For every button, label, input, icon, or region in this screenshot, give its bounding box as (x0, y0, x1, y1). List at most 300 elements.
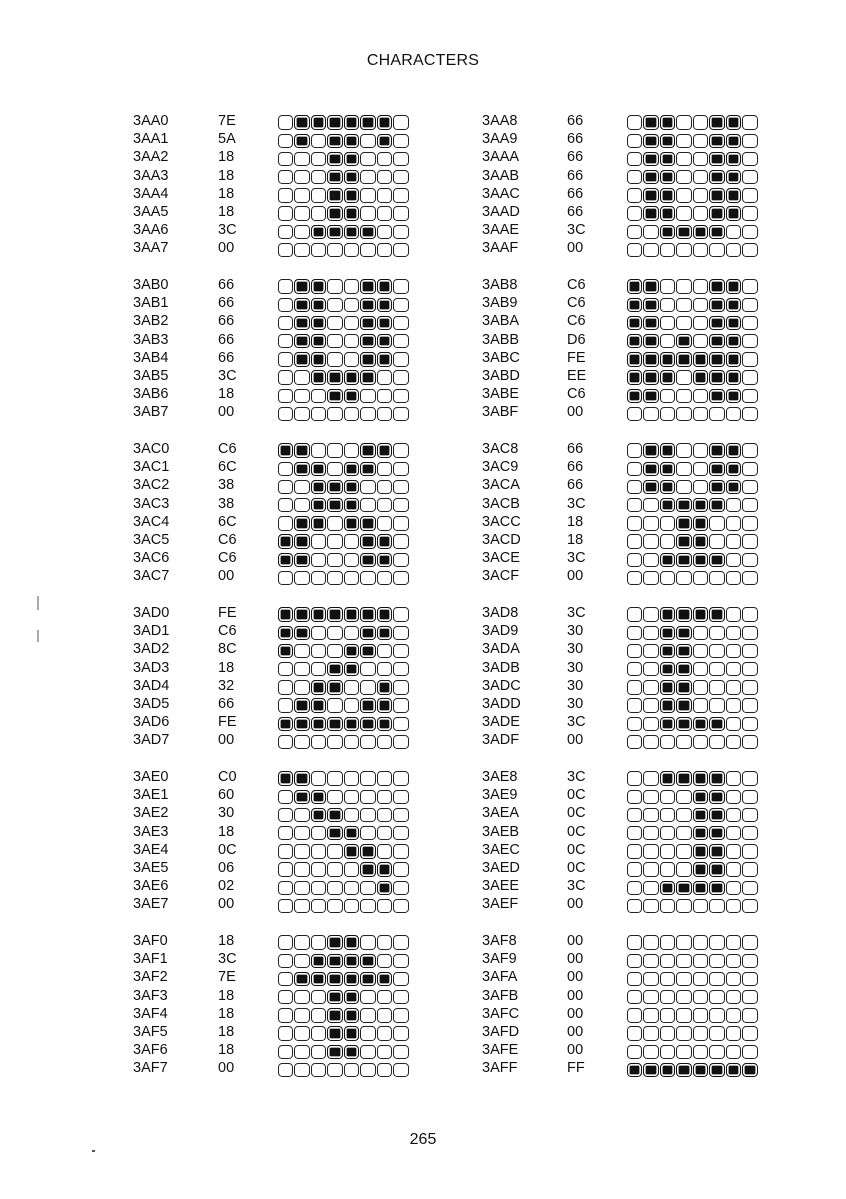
address-label: 3AF7 (133, 1060, 168, 1077)
character-block (133, 932, 453, 1078)
hex-value: 66 (567, 131, 584, 148)
hex-value: 00 (218, 404, 235, 421)
pixel-off (377, 407, 392, 421)
pixel-off (726, 662, 741, 676)
bitmap-grid (278, 114, 410, 260)
pixel-off (726, 935, 741, 949)
pixel-off (377, 1045, 392, 1059)
pixel-on (360, 115, 375, 129)
pixel-off (676, 935, 691, 949)
hex-value: 3C (567, 550, 586, 567)
pixel-on (660, 443, 675, 457)
pixel-on (377, 553, 392, 567)
address-label: 3ACA (482, 477, 520, 494)
pixel-on (278, 771, 293, 785)
bitmap-grid (278, 442, 410, 588)
pixel-off (676, 188, 691, 202)
pixel-on (344, 225, 359, 239)
pixel-off (393, 170, 408, 184)
pixel-off (627, 134, 642, 148)
pixel-off (660, 407, 675, 421)
pixel-on (294, 516, 309, 530)
pixel-on (377, 717, 392, 731)
hex-value: 00 (218, 1060, 235, 1077)
pixel-off (742, 808, 757, 822)
pixel-off (660, 790, 675, 804)
pixel-off (627, 188, 642, 202)
pixel-off (327, 771, 342, 785)
address-column (133, 112, 203, 258)
pixel-on (278, 443, 293, 457)
bitmap-row (278, 187, 410, 205)
hex-value-column (567, 112, 607, 258)
pixel-off (627, 899, 642, 913)
pixel-off (393, 389, 408, 403)
pixel-on (377, 316, 392, 330)
pixel-off (327, 881, 342, 895)
pixel-off (360, 1008, 375, 1022)
hex-value: C6 (218, 531, 237, 548)
pixel-on (294, 790, 309, 804)
pixel-off (360, 206, 375, 220)
bitmap-row (278, 642, 410, 660)
pixel-off (627, 170, 642, 184)
pixel-on (377, 972, 392, 986)
bitmap-row (627, 642, 759, 660)
pixel-off (742, 334, 757, 348)
pixel-off (294, 826, 309, 840)
bitmap-row (627, 442, 759, 460)
pixel-off (344, 553, 359, 567)
bitmap-row (627, 788, 759, 806)
pixel-off (311, 534, 326, 548)
bitmap-row (627, 934, 759, 952)
pixel-off (360, 407, 375, 421)
hex-value-column (567, 276, 607, 422)
pixel-off (726, 680, 741, 694)
pixel-off (627, 225, 642, 239)
pixel-on (693, 352, 708, 366)
pixel-off (726, 516, 741, 530)
address-label: 3AAE (482, 222, 520, 239)
scan-dot (92, 1150, 95, 1152)
address-label: 3AE0 (133, 769, 169, 785)
hex-value: 00 (567, 1023, 584, 1040)
pixel-on (311, 352, 326, 366)
pixel-off (311, 990, 326, 1004)
pixel-on (660, 607, 675, 621)
bitmap-row (627, 369, 759, 387)
bitmap-row (627, 205, 759, 223)
pixel-on (709, 480, 724, 494)
pixel-off (676, 443, 691, 457)
pixel-off (693, 990, 708, 1004)
hex-value: 66 (567, 167, 584, 184)
pixel-off (377, 243, 392, 257)
pixel-on (660, 188, 675, 202)
pixel-on (344, 644, 359, 658)
pixel-off (627, 152, 642, 166)
pixel-on (660, 881, 675, 895)
pixel-off (294, 1045, 309, 1059)
pixel-off (344, 698, 359, 712)
pixel-on (726, 334, 741, 348)
bitmap-grid (627, 934, 759, 1080)
pixel-on (278, 553, 293, 567)
pixel-on (676, 334, 691, 348)
bitmap-row (627, 897, 759, 915)
pixel-off (294, 498, 309, 512)
address-column (482, 604, 552, 750)
pixel-off (393, 534, 408, 548)
address-label: 3ACB (482, 495, 520, 512)
pixel-on (693, 534, 708, 548)
bitmap-row (627, 460, 759, 478)
pixel-on (294, 298, 309, 312)
address-label: 3AD7 (133, 732, 170, 749)
bitmap-row (278, 223, 410, 241)
pixel-off (676, 243, 691, 257)
hex-value: 06 (218, 859, 235, 876)
pixel-off (709, 1045, 724, 1059)
bitmap-row (627, 314, 759, 332)
hex-value: 66 (218, 277, 235, 293)
pixel-off (726, 771, 741, 785)
pixel-off (294, 407, 309, 421)
pixel-on (627, 389, 642, 403)
pixel-off (627, 862, 642, 876)
pixel-off (311, 1063, 326, 1077)
pixel-off (660, 972, 675, 986)
pixel-off (327, 899, 342, 913)
pixel-off (311, 935, 326, 949)
pixel-off (393, 225, 408, 239)
bitmap-grid (627, 278, 759, 424)
pixel-on (360, 298, 375, 312)
hex-value: 32 (218, 677, 235, 694)
pixel-on (294, 771, 309, 785)
pixel-off (709, 407, 724, 421)
hex-value: FE (567, 349, 586, 366)
pixel-off (393, 626, 408, 640)
pixel-off (676, 735, 691, 749)
pixel-off (311, 626, 326, 640)
pixel-on (360, 862, 375, 876)
pixel-on (693, 826, 708, 840)
pixel-on (360, 717, 375, 731)
bitmap-row (627, 1061, 759, 1079)
pixel-on (643, 298, 658, 312)
pixel-off (660, 808, 675, 822)
pixel-off (627, 954, 642, 968)
pixel-off (742, 206, 757, 220)
hex-value: 18 (218, 185, 235, 202)
pixel-off (360, 990, 375, 1004)
pixel-on (643, 389, 658, 403)
pixel-off (627, 790, 642, 804)
pixel-on (627, 316, 642, 330)
pixel-off (278, 899, 293, 913)
pixel-on (311, 316, 326, 330)
pixel-off (344, 680, 359, 694)
address-label: 3ACD (482, 531, 521, 548)
hex-value: 66 (218, 349, 235, 366)
hex-value: 00 (218, 568, 235, 585)
pixel-on (660, 553, 675, 567)
address-column (482, 440, 552, 586)
pixel-on (344, 990, 359, 1004)
pixel-off (344, 899, 359, 913)
pixel-off (627, 735, 642, 749)
pixel-on (311, 370, 326, 384)
pixel-off (742, 607, 757, 621)
hex-value: 18 (218, 1005, 235, 1022)
pixel-off (377, 462, 392, 476)
pixel-off (327, 626, 342, 640)
pixel-off (627, 771, 642, 785)
pixel-on (660, 370, 675, 384)
pixel-off (627, 1045, 642, 1059)
address-label: 3AC9 (482, 459, 519, 476)
pixel-off (311, 1008, 326, 1022)
pixel-off (627, 972, 642, 986)
pixel-on (294, 717, 309, 731)
pixel-off (360, 170, 375, 184)
hex-value: 7E (218, 113, 236, 129)
pixel-off (377, 516, 392, 530)
pixel-on (726, 152, 741, 166)
pixel-on (294, 607, 309, 621)
hex-value: 66 (218, 331, 235, 348)
hex-value: 00 (567, 1042, 584, 1059)
pixel-off (627, 115, 642, 129)
pixel-off (360, 243, 375, 257)
hex-value: 6C (218, 459, 237, 476)
pixel-on (344, 115, 359, 129)
pixel-off (627, 626, 642, 640)
pixel-off (294, 480, 309, 494)
pixel-off (676, 990, 691, 1004)
bitmap-row (278, 241, 410, 259)
pixel-off (278, 498, 293, 512)
pixel-on (327, 1026, 342, 1040)
pixel-on (709, 771, 724, 785)
hex-value: 8C (218, 641, 237, 658)
pixel-off (709, 644, 724, 658)
pixel-off (742, 790, 757, 804)
pixel-off (726, 1026, 741, 1040)
pixel-on (693, 844, 708, 858)
pixel-off (643, 243, 658, 257)
pixel-off (377, 844, 392, 858)
pixel-off (742, 188, 757, 202)
pixel-on (311, 115, 326, 129)
hex-value: C6 (567, 295, 586, 312)
bitmap-row (627, 114, 759, 132)
address-label: 3AFF (482, 1060, 518, 1077)
pixel-off (344, 407, 359, 421)
bitmap-row (627, 715, 759, 733)
pixel-on (360, 370, 375, 384)
pixel-on (311, 698, 326, 712)
address-label: 3AEF (482, 896, 519, 913)
pixel-on (278, 626, 293, 640)
pixel-off (278, 844, 293, 858)
pixel-off (311, 644, 326, 658)
address-label: 3AAB (482, 167, 520, 184)
pixel-off (278, 115, 293, 129)
hex-value-column (567, 604, 607, 750)
pixel-off (676, 298, 691, 312)
pixel-off (311, 1026, 326, 1040)
pixel-on (676, 771, 691, 785)
pixel-on (344, 935, 359, 949)
pixel-on (709, 316, 724, 330)
pixel-off (742, 899, 757, 913)
address-label: 3AF4 (133, 1005, 168, 1022)
bitmap-row (278, 569, 410, 587)
bitmap-row (627, 169, 759, 187)
pixel-off (327, 443, 342, 457)
pixel-off (393, 407, 408, 421)
pixel-off (742, 352, 757, 366)
hex-value: 00 (218, 732, 235, 749)
pixel-on (660, 717, 675, 731)
pixel-on (294, 553, 309, 567)
pixel-on (676, 626, 691, 640)
pixel-on (676, 607, 691, 621)
pixel-on (360, 972, 375, 986)
pixel-on (660, 170, 675, 184)
pixel-on (377, 279, 392, 293)
address-column (482, 768, 552, 914)
pixel-on (294, 115, 309, 129)
pixel-off (360, 662, 375, 676)
pixel-on (627, 279, 642, 293)
pixel-off (360, 188, 375, 202)
pixel-off (676, 370, 691, 384)
pixel-off (344, 534, 359, 548)
pixel-off (278, 298, 293, 312)
pixel-off (294, 389, 309, 403)
pixel-off (393, 115, 408, 129)
address-column (482, 112, 552, 258)
bitmap-row (278, 351, 410, 369)
pixel-on (693, 607, 708, 621)
pixel-off (643, 954, 658, 968)
pixel-on (627, 370, 642, 384)
pixel-on (377, 134, 392, 148)
bitmap-row (627, 351, 759, 369)
pixel-off (294, 862, 309, 876)
pixel-on (360, 698, 375, 712)
pixel-off (393, 571, 408, 585)
pixel-off (742, 370, 757, 384)
pixel-off (709, 954, 724, 968)
address-label: 3AC6 (133, 550, 170, 567)
pixel-off (294, 844, 309, 858)
hex-value: EE (567, 367, 587, 384)
pixel-off (393, 498, 408, 512)
address-label: 3AA1 (133, 131, 169, 148)
bitmap-row (627, 697, 759, 715)
pixel-off (360, 1045, 375, 1059)
pixel-off (393, 352, 408, 366)
pixel-on (726, 170, 741, 184)
bitmap-grid (278, 606, 410, 752)
pixel-off (377, 644, 392, 658)
pixel-off (709, 1026, 724, 1040)
pixel-off (393, 443, 408, 457)
pixel-off (377, 990, 392, 1004)
bitmap-row (278, 497, 410, 515)
hex-value: 0C (567, 859, 586, 876)
pixel-off (693, 1026, 708, 1040)
pixel-off (278, 935, 293, 949)
hex-value: 0C (567, 805, 586, 822)
bitmap-row (278, 989, 410, 1007)
pixel-off (693, 462, 708, 476)
hex-value: C6 (218, 550, 237, 567)
bitmap-row (278, 661, 410, 679)
pixel-on (709, 553, 724, 567)
pixel-off (311, 844, 326, 858)
address-label: 3AB4 (133, 349, 169, 366)
pixel-on (327, 152, 342, 166)
hex-value: 18 (567, 513, 584, 530)
character-block (482, 768, 802, 914)
pixel-on (693, 1063, 708, 1077)
pixel-on (377, 534, 392, 548)
bitmap-row (627, 132, 759, 150)
hex-value-column (218, 932, 258, 1078)
pixel-off (327, 407, 342, 421)
pixel-off (742, 1045, 757, 1059)
hex-value: FE (218, 714, 237, 731)
pixel-off (693, 954, 708, 968)
pixel-on (311, 607, 326, 621)
character-block (133, 276, 453, 422)
pixel-off (742, 972, 757, 986)
address-label: 3AA2 (133, 149, 169, 166)
pixel-off (742, 225, 757, 239)
address-label: 3AC4 (133, 513, 170, 530)
address-label: 3ABB (482, 331, 520, 348)
pixel-off (709, 662, 724, 676)
address-label: 3AE1 (133, 787, 169, 804)
pixel-off (393, 735, 408, 749)
hex-value: 38 (218, 477, 235, 494)
bitmap-grid (627, 606, 759, 752)
pixel-on (294, 316, 309, 330)
pixel-off (742, 771, 757, 785)
pixel-on (676, 881, 691, 895)
pixel-on (676, 225, 691, 239)
bitmap-row (278, 879, 410, 897)
address-label: 3AE7 (133, 896, 169, 913)
hex-value: 3C (218, 367, 237, 384)
pixel-off (726, 534, 741, 548)
pixel-off (643, 680, 658, 694)
hex-value: 00 (567, 732, 584, 749)
pixel-off (393, 644, 408, 658)
pixel-on (709, 170, 724, 184)
bitmap-row (278, 114, 410, 132)
bitmap-row (627, 970, 759, 988)
pixel-on (344, 480, 359, 494)
pixel-off (327, 844, 342, 858)
bitmap-row (278, 770, 410, 788)
